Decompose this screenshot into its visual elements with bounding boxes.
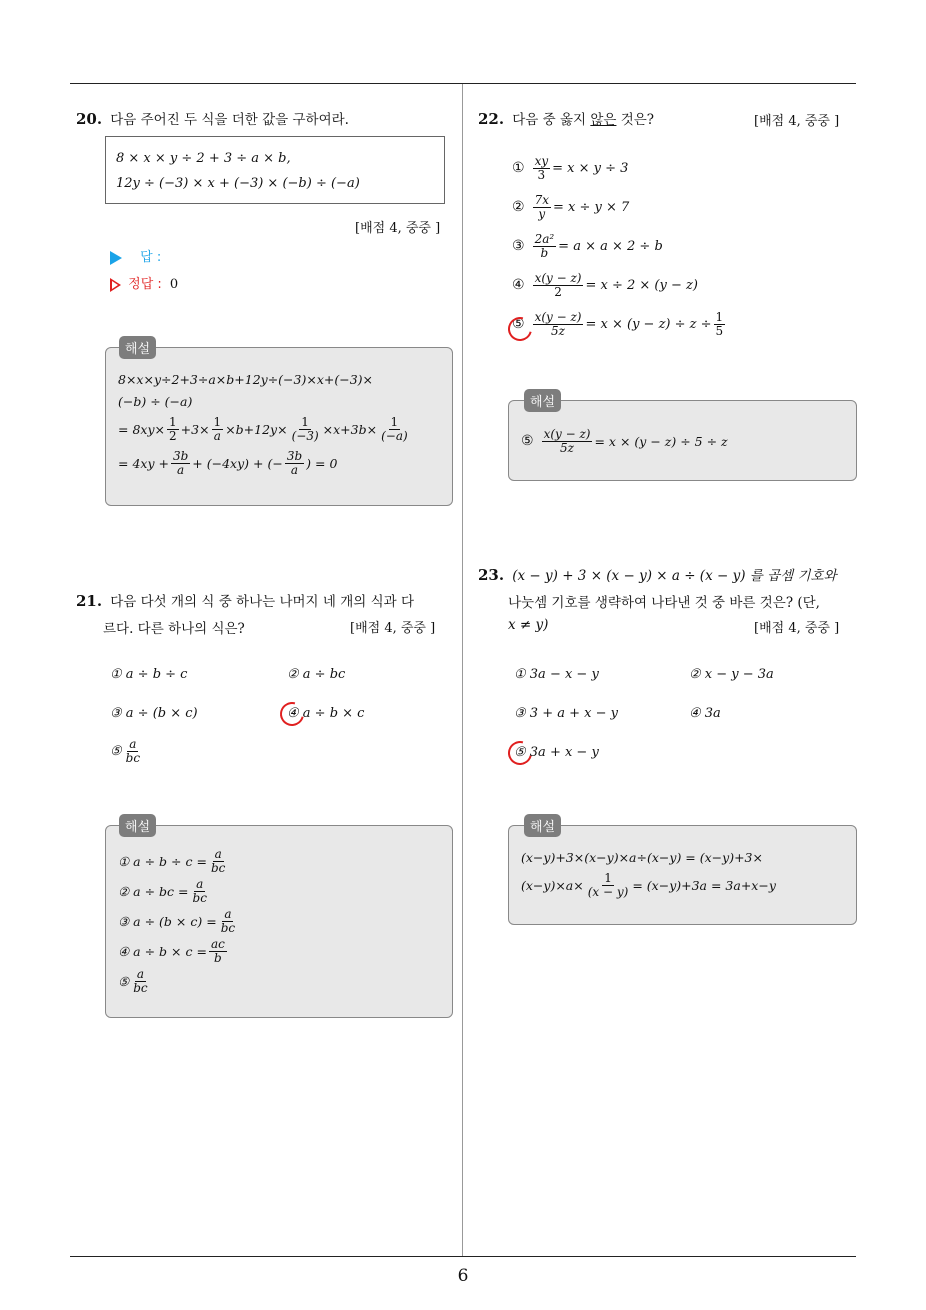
q20-text: 다음 주어진 두 식을 더한 값을 구하여라. [110, 112, 349, 128]
q21-option-2[interactable]: ② a ÷ bc [287, 667, 346, 682]
q23-sol-line1: (x−y)+3×(x−y)×a÷(x−y) = (x−y)+3× [521, 849, 763, 865]
q21-option-1[interactable]: ① a ÷ b ÷ c [110, 667, 188, 682]
q23-number: 23. [478, 566, 505, 584]
q23-header-line1 [478, 564, 837, 584]
column-divider [462, 84, 463, 1256]
q23-text3: x ≠ y) [508, 617, 549, 633]
q23-sol-line2: (x−y)×a× $\frac{1}{(x - y)}$ = (x−y)+3a = 3a+x−y [521, 870, 776, 899]
top-rule [70, 83, 856, 84]
q21-option-5[interactable]: ⑤ $\frac{a}{bc}$ [110, 737, 141, 765]
q21-solution-tag: 해설 [119, 814, 156, 837]
fraction: $\frac{1}{(-3)}$ [291, 414, 319, 443]
q23-solution-box [508, 825, 857, 925]
q21-header-line1 [76, 590, 414, 610]
fraction: $\frac{1}{2}$ [169, 414, 177, 443]
q20-points: [배점 4, 중중 ] [355, 221, 441, 236]
page-number: 6 [457, 1266, 469, 1286]
q21-sol-3: ③ a ÷ (b × c) = $\frac{a}{bc}$ [118, 906, 236, 935]
q23-points: [배점 4, 중중 ] [754, 621, 840, 636]
q20-expr1: 8 × x × y ÷ 2 + 3 ÷ a × b, [116, 151, 291, 166]
q23-option-5[interactable]: ⑤ 3a + x − y [514, 745, 599, 760]
fraction: $\frac{1}{(-a)}$ [381, 414, 408, 443]
q21-sol-5: ⑤ $\frac{a}{bc}$ [118, 966, 148, 995]
q22-sol-line: ⑤ $\frac{x(y - z)}{5z}$ = x × (y − z) ÷ 5 ÷ z [521, 426, 728, 455]
q23-text1: (x − y) + 3 × (x − y) × a ÷ (x − y) 를 곱셈 기호와 [512, 568, 837, 584]
q20-solution-box [105, 347, 453, 506]
q21-solution-box [105, 825, 453, 1018]
play-icon [110, 251, 122, 265]
q21-text1: 다음 다섯 개의 식 중 하나는 나머지 네 개의 식과 다 [110, 594, 414, 610]
q21-sol-2: ② a ÷ bc = $\frac{a}{bc}$ [118, 876, 207, 905]
answer-mark-icon [276, 698, 309, 731]
q22-solution-box [508, 400, 857, 481]
q23-option-2[interactable]: ② x − y − 3a [689, 667, 774, 682]
q23-option-1[interactable]: ① 3a − x − y [514, 667, 599, 682]
q22-option-1[interactable]: ① $\frac{xy}{3}$ = x × y ÷ 3 [512, 154, 629, 182]
q22-points: [배점 4, 중중 ] [754, 114, 840, 129]
q21-option-3[interactable]: ③ a ÷ (b × c) [110, 706, 198, 721]
q20-sol-line4: = 4xy + $\frac{3b}{a}$ + (−4xy) + (− $\frac{3b}{a}$ ) = 0 [118, 448, 338, 477]
fraction: $\frac{1}{a}$ [213, 414, 222, 443]
q20-answer-label: 답 : [140, 250, 162, 265]
q22-option-5[interactable]: ⑤ $\frac{x(y - z)}{5z}$ = x × (y − z) ÷ z ÷ $\frac{1}{5}$ [512, 310, 724, 338]
q21-text2: 르다. 다른 하나의 식은? [103, 621, 245, 637]
q22-header: 22. 다음 중 옳지 않은 것은? [478, 110, 655, 128]
answer-mark-icon [504, 737, 537, 770]
fraction: $\frac{3b}{a}$ [286, 448, 303, 477]
q20-number: 20. [76, 110, 103, 128]
q23-solution-tag: 해설 [524, 814, 561, 837]
q20-solution-tag: 해설 [119, 336, 156, 359]
q21-points: [배점 4, 중중 ] [350, 621, 436, 636]
bottom-rule [70, 1256, 856, 1257]
q22-option-3[interactable]: ③ $\frac{\text{2a²}}{b}$ = a × a × 2 ÷ b [512, 232, 663, 260]
q20-header [76, 108, 349, 128]
outline-play-icon [110, 278, 121, 292]
q20-sol-line3: = 8xy× $\frac{1}{2}$ +3× $\frac{1}{a}$ ×b+12y× $\frac{1}{(-3)}$ ×x+3b× $\frac{1}{(-a)}$ [118, 414, 408, 443]
q21-option-4[interactable]: ④ a ÷ b × c [287, 706, 365, 721]
q21-sol-4: ④ a ÷ b × c = $\frac{ac}{b}$ [118, 936, 225, 965]
q21-number: 21. [76, 592, 103, 610]
q23-text2: 나눗셈 기호를 생략하여 나타낸 것 중 바른 것은? (단, [508, 595, 820, 611]
q21-sol-1: ① a ÷ b ÷ c = $\frac{a}{bc}$ [118, 846, 226, 875]
fraction: $\frac{3b}{a}$ [172, 448, 189, 477]
q22-number: 22. [478, 110, 505, 128]
fraction: $\frac{a}{bc}$ [125, 737, 141, 765]
q22-option-2[interactable]: ② $\frac{7x}{y}$ = x ÷ y × 7 [512, 193, 630, 221]
q20-sol-line1: 8×x×y÷2+3÷a×b+12y÷(−3)×x+(−3)× [118, 371, 374, 387]
q22-option-4[interactable]: ④ $\frac{x(y - z)}{2}$ = x ÷ 2 × (y − z) [512, 271, 698, 299]
q20-correct-row [110, 273, 178, 292]
q20-correct-label: 정답 : [128, 277, 162, 292]
q20-expr2: 12y ÷ (−3) × x + (−3) × (−b) ÷ (−a) [116, 176, 360, 191]
q23-option-3[interactable]: ③ 3 + a + x − y [514, 706, 618, 721]
q23-option-4[interactable]: ④ 3a [689, 706, 721, 721]
q20-correct-value: 0 [169, 277, 179, 292]
q22-solution-tag: 해설 [524, 389, 561, 412]
q20-sol-line2: (−b) ÷ (−a) [118, 393, 193, 409]
q20-given-box [105, 136, 445, 204]
q20-answer-row [110, 246, 161, 265]
q22-underline-word: 않은 [590, 112, 617, 128]
